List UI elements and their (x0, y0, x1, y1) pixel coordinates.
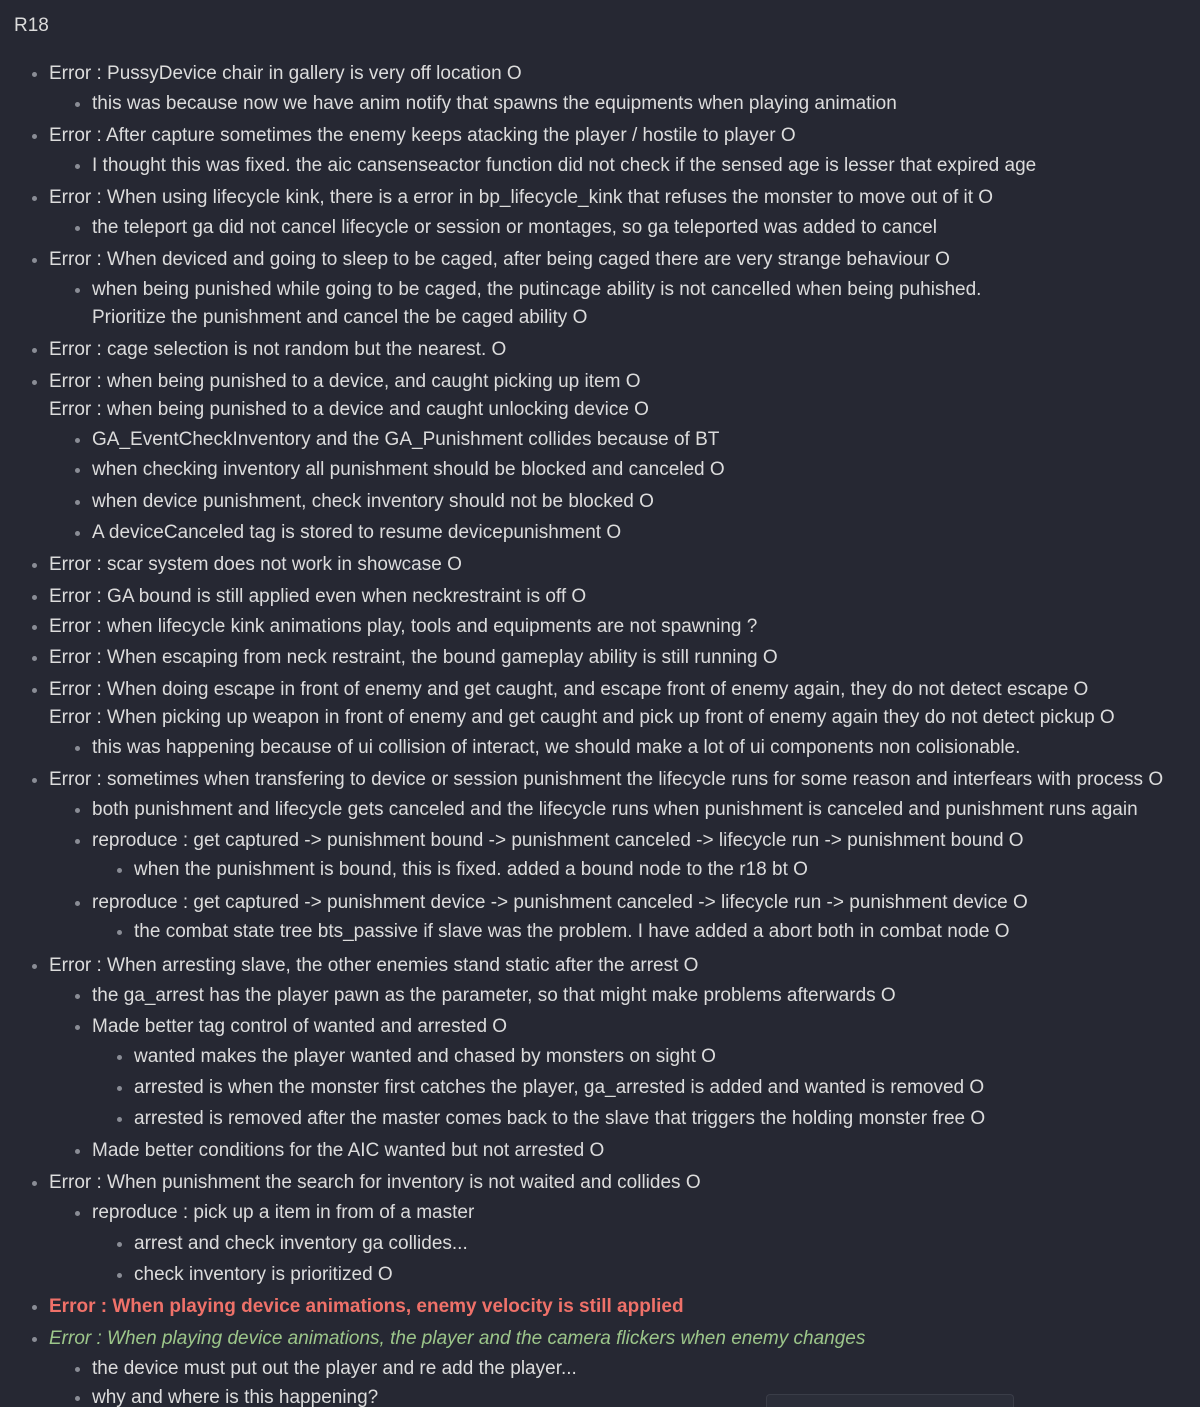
sub-list-item: when the punishment is bound, this is fixed. added a bound node to the r18 bt O (134, 857, 808, 883)
sub-list-item: when being punished while going to be caged, the putincage ability is not cancelled when being puhished. (92, 277, 981, 303)
list-item: Error : sometimes when transfering to device or session punishment the lifecycle runs for some reason and interfears with process O (49, 767, 1163, 793)
list-item: Error : When playing device animations, the player and the camera flickers when enemy changes (49, 1326, 865, 1352)
list-item: Error : When arresting slave, the other enemies stand static after the arrest O (49, 953, 698, 979)
sub-list-item: reproduce : get captured -> punishment device -> punishment canceled -> lifecycle run -> punishment device O (92, 890, 1028, 916)
list-item: Error : cage selection is not random but the nearest. O (49, 337, 506, 363)
sub-list-item: the combat state tree bts_passive if slave was the problem. I have added a abort both in combat node O (134, 919, 1010, 945)
list-item: Error : PussyDevice chair in gallery is very off location O (49, 61, 522, 87)
page-title: R18 (14, 15, 49, 36)
sub-list-item: Made better tag control of wanted and arrested O (92, 1014, 507, 1040)
list-item: Error : When doing escape in front of enemy and get caught, and escape front of enemy again, they do not detect escape O (49, 677, 1088, 703)
sub-list-item: both punishment and lifecycle gets canceled and the lifecycle runs when punishment is canceled and punishment runs again (92, 797, 1138, 823)
sub-list-item: the teleport ga did not cancel lifecycle or session or montages, so ga teleported was added to cancel (92, 215, 937, 241)
list-item: Error : When deviced and going to sleep to be caged, after being caged there are very strange behaviour O (49, 247, 950, 273)
list-item: Error : When playing device animations, enemy velocity is still applied (49, 1294, 684, 1320)
list-item: Error : When using lifecycle kink, there is a error in bp_lifecycle_kink that refuses the monster to move out of it O (49, 185, 993, 211)
sub-list-item: I thought this was fixed. the aic cansenseactor function did not check if the sensed age is lesser that expired age (92, 153, 1036, 179)
sub-list-item: reproduce : pick up a item in from of a master (92, 1200, 474, 1226)
list-item: Error : scar system does not work in showcase O (49, 552, 462, 578)
horizontal-scrollbar[interactable] (766, 1394, 1014, 1407)
list-item: Error : when lifecycle kink animations play, tools and equipments are not spawning ? (49, 614, 757, 640)
sub-list-item: Prioritize the punishment and cancel the be caged ability O (92, 307, 588, 328)
sub-list-item: why and where is this happening? (92, 1385, 378, 1407)
list-item: Error : When punishment the search for inventory is not waited and collides O (49, 1170, 701, 1196)
sub-list-item: this was because now we have anim notify that spawns the equipments when playing animation (92, 91, 897, 117)
sub-list-item: Made better conditions for the AIC wanted but not arrested O (92, 1138, 604, 1164)
sub-list-item: arrest and check inventory ga collides... (134, 1231, 468, 1257)
sub-list-item: A deviceCanceled tag is stored to resume devicepunishment O (92, 520, 621, 546)
sub-list-item: GA_EventCheckInventory and the GA_Punishment collides because of BT (92, 427, 719, 453)
sub-list-item: the ga_arrest has the player pawn as the parameter, so that might make problems afterwards O (92, 983, 896, 1009)
sub-list-item: arrested is when the monster first catches the player, ga_arrested is added and wanted is removed O (134, 1075, 984, 1101)
list-item: Error : When escaping from neck restraint, the bound gameplay ability is still running O (49, 645, 778, 671)
list-item: Error : when being punished to a device, and caught picking up item O (49, 369, 640, 395)
sub-list-item: the device must put out the player and re add the player... (92, 1356, 577, 1382)
sub-list-item: check inventory is prioritized O (134, 1262, 393, 1288)
sub-list-item: wanted makes the player wanted and chased by monsters on sight O (134, 1044, 716, 1070)
list-item: Error : when being punished to a device and caught unlocking device O (49, 399, 649, 420)
sub-list-item: this was happening because of ui collision of interact, we should make a lot of ui components non colisionable. (92, 735, 1020, 761)
sub-list-item: reproduce : get captured -> punishment bound -> punishment canceled -> lifecycle run -> punishment bound O (92, 828, 1024, 854)
list-item: Error : After capture sometimes the enemy keeps atacking the player / hostile to player O (49, 123, 796, 149)
list-item: Error : GA bound is still applied even when neckrestraint is off O (49, 584, 586, 610)
list-item: Error : When picking up weapon in front of enemy and get caught and pick up front of enemy again they do not detect pickup O (49, 707, 1115, 728)
sub-list-item: arrested is removed after the master comes back to the slave that triggers the holding monster free O (134, 1106, 985, 1132)
sub-list-item: when device punishment, check inventory should not be blocked O (92, 489, 654, 515)
sub-list-item: when checking inventory all punishment should be blocked and canceled O (92, 457, 725, 483)
